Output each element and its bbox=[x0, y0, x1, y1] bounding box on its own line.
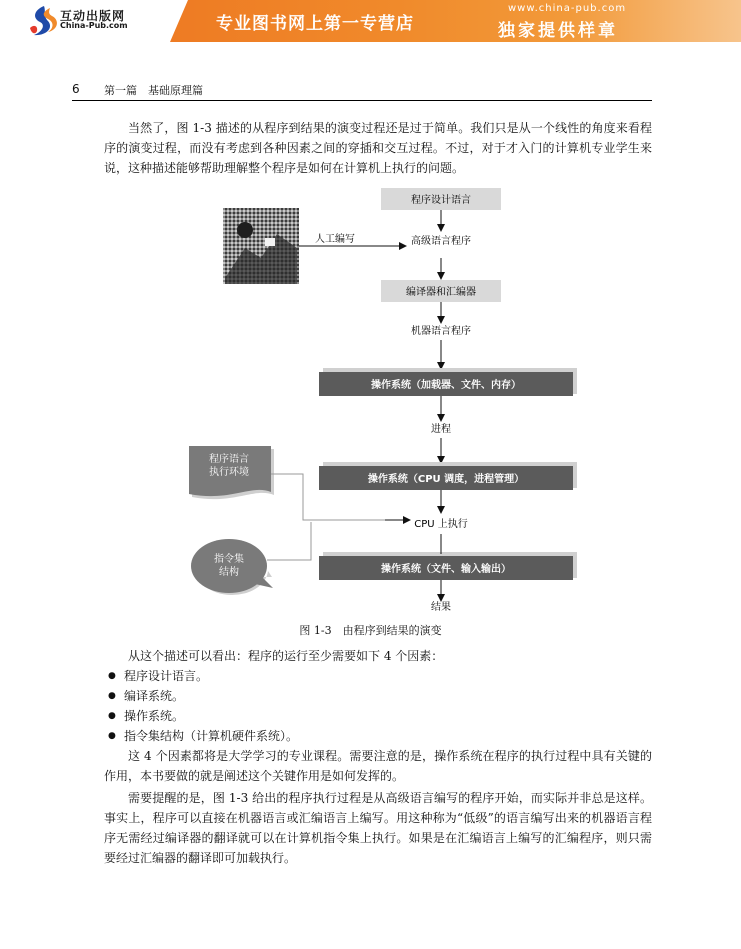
site-banner bbox=[0, 0, 741, 42]
label-machine-program: 机器语言程序 bbox=[411, 326, 471, 337]
box-os-io-label: 操作系统（文件、输入输出） bbox=[381, 564, 511, 575]
box-programming-language-label: 程序设计语言 bbox=[411, 195, 471, 206]
box-os-scheduler-label: 操作系统（CPU 调度，进程管理） bbox=[367, 474, 525, 485]
figure-caption: 图 1-3 由程序到结果的演变 bbox=[299, 624, 442, 637]
label-env-line2: 执行环境 bbox=[209, 467, 249, 478]
banner-exclusive-label: 独家提供样章 bbox=[498, 21, 618, 41]
list-item: ● 操作系统。 bbox=[124, 706, 184, 726]
running-header-title: 第一篇 基础原理篇 bbox=[104, 84, 203, 97]
paragraph-courses: 这 4 个因素都将是大学学习的专业课程。需要注意的是，操作系统在程序的执行过程中具有关键的作用，本书要做的就是阐述这个关键作用是如何发挥的。 bbox=[104, 749, 652, 783]
logo-english-name: China-Pub.com bbox=[60, 21, 128, 30]
list-item: ● 指令集结构（计算机硬件系统）。 bbox=[124, 726, 298, 746]
paragraph-factors-intro: 从这个描述可以看出：程序的运行至少需要如下 4 个因素： bbox=[128, 649, 444, 663]
label-high-level-program: 高级语言程序 bbox=[411, 236, 471, 247]
paragraph-intro: 当然了，图 1-3 描述的从程序到结果的演变过程还是过于简单。我们只是从一个线性的角度来看程序的演变过程，而没有考虑到各种因素之间的穿插和交互过程。不过，对于才入门的计算机专业学生来说，这种描述能够帮助理解整个程序是如何在计算机上执行的问题。 bbox=[104, 121, 652, 175]
label-isa-line2: 结构 bbox=[219, 567, 239, 578]
list-item: ● 程序设计语言。 bbox=[124, 666, 208, 686]
china-pub-logo-icon bbox=[28, 4, 58, 38]
label-cpu-exec: CPU 上执行 bbox=[414, 519, 468, 530]
box-compiler-assembler-label: 编译器和汇编器 bbox=[406, 287, 476, 298]
label-result: 结果 bbox=[431, 602, 451, 613]
box-os-loader-label: 操作系统（加载器、文件、内存） bbox=[371, 380, 521, 391]
banner-slogan: 专业图书网上第一专营店 bbox=[216, 14, 414, 34]
programmer-image bbox=[223, 208, 299, 284]
label-isa-line1: 指令集 bbox=[214, 554, 244, 565]
label-process: 进程 bbox=[431, 424, 451, 435]
list-item: ● 编译系统。 bbox=[124, 686, 184, 706]
label-env-line1: 程序语言 bbox=[209, 454, 249, 465]
label-manual-writing: 人工编写 bbox=[315, 234, 355, 245]
page-number: 6 bbox=[72, 82, 80, 96]
figure-program-to-result bbox=[185, 188, 585, 613]
paragraph-low-level: 需要提醒的是，图 1-3 给出的程序执行过程是从高级语言编写的程序开始，而实际并非总是这样。事实上，程序可以直接在机器语言或汇编语言上编写。用这种称为“低级”的语言编写出来的机器语言程序无需经过编译器的翻译就可以在计算机指令集上执行。如果是在汇编语言上编写的汇编程序，则只需要经过汇编器的翻译即可加载执行。 bbox=[104, 791, 652, 865]
banner-url[interactable]: www.china-pub.com bbox=[508, 3, 627, 14]
logo-chinese-name: 互动出版网 bbox=[60, 9, 126, 23]
header-rule bbox=[72, 100, 652, 101]
shape-isa bbox=[191, 539, 267, 593]
